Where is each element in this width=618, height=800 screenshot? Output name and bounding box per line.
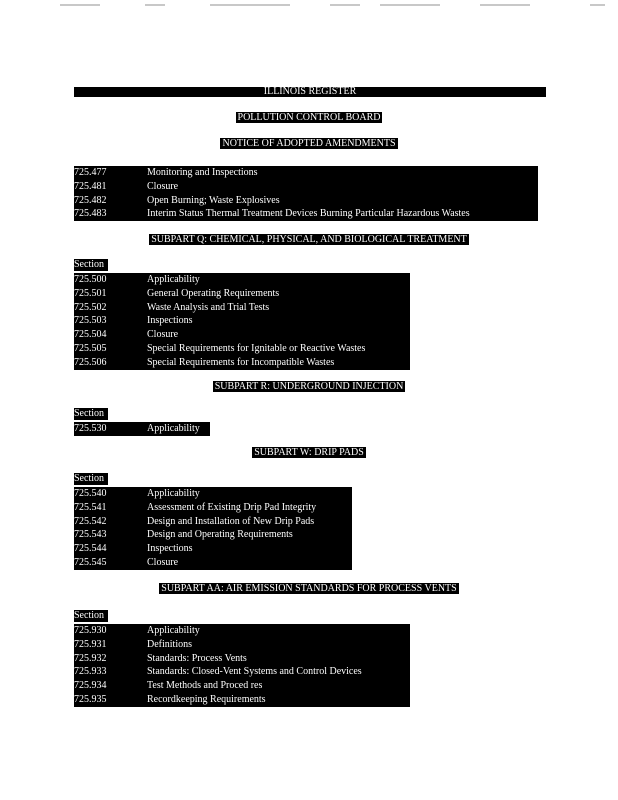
section-number: 725.541 — [74, 501, 107, 513]
section-title: Special Requirements for Ignitable or Reactive Wastes — [147, 342, 366, 354]
section-number: 725.545 — [74, 556, 107, 568]
section-title: General Operating Requirements — [147, 287, 280, 299]
section-number: 725.502 — [74, 301, 107, 313]
section-number: 725.544 — [74, 543, 107, 555]
section-number: 725.504 — [74, 329, 107, 341]
section-row — [74, 528, 352, 542]
section-number: 725.540 — [74, 488, 107, 499]
section-row — [74, 638, 410, 652]
section-number: 725.930 — [74, 625, 107, 636]
section-title: Monitoring and Inspections — [147, 167, 258, 178]
section-row — [74, 180, 538, 194]
section-row — [74, 501, 352, 515]
subpart-w-section-list — [74, 487, 352, 570]
section-row — [74, 422, 210, 436]
subpart-w-heading — [0, 447, 618, 459]
section-row — [74, 515, 352, 529]
section-number: 725.505 — [74, 342, 107, 354]
board-title: POLLUTION CONTROL BOARD — [237, 112, 381, 123]
section-number: 725.542 — [74, 515, 107, 527]
section-title: Test Methods and Proced res — [147, 680, 263, 692]
section-title: Definitions — [147, 638, 192, 650]
subpart-r-section-label: Section — [74, 408, 108, 420]
section-title: Closure — [147, 329, 179, 341]
section-row — [74, 542, 352, 556]
scan-artifacts — [20, 4, 610, 10]
section-row — [74, 194, 538, 208]
subpart-r-title: SUBPART R: UNDERGROUND INJECTION — [214, 381, 404, 392]
board-heading — [0, 112, 618, 124]
section-number: 725.500 — [74, 274, 107, 285]
section-title: Design and Installation of New Drip Pads — [147, 515, 315, 527]
section-title: Applicability — [147, 274, 200, 285]
subpart-w-title: SUBPART W: DRIP PADS — [254, 447, 364, 458]
subpart-aa-section-label: Section — [74, 610, 108, 622]
subpart-aa-section-list — [74, 624, 410, 707]
section-title: Applicability — [147, 423, 200, 434]
section-row — [74, 287, 410, 301]
notice-title: NOTICE OF ADOPTED AMENDMENTS — [222, 138, 396, 149]
section-row — [74, 342, 410, 356]
section-row — [74, 166, 538, 180]
subpart-w-section-label: Section — [74, 473, 108, 485]
section-row — [74, 679, 410, 693]
section-title: Standards: Closed-Vent Systems and Control Devices — [147, 666, 362, 678]
section-title: Recordkeeping Requirements — [147, 693, 266, 705]
section-title: Applicability — [147, 625, 200, 636]
section-title: Interim Status Thermal Treatment Devices Burning Particular Hazardous Wastes — [147, 208, 470, 220]
section-row — [74, 624, 410, 638]
subpart-r-section-list — [74, 422, 210, 436]
section-number: 725.501 — [74, 287, 107, 299]
section-number: 725.506 — [74, 356, 107, 368]
notice-heading — [0, 138, 618, 150]
subpart-r-heading — [0, 381, 618, 393]
section-number: 725.477 — [74, 167, 107, 178]
section-row — [74, 693, 410, 707]
section-title: Closure — [147, 180, 179, 192]
section-number: 725.482 — [74, 194, 107, 206]
section-number: 725.931 — [74, 638, 107, 650]
section-row — [74, 314, 410, 328]
section-title: Closure — [147, 556, 179, 568]
section-row — [74, 207, 538, 221]
section-row — [74, 356, 410, 370]
section-number: 725.481 — [74, 180, 107, 192]
section-row — [74, 556, 352, 570]
section-row — [74, 652, 410, 666]
subpart-aa-heading — [0, 583, 618, 595]
section-row — [74, 301, 410, 315]
section-title: Design and Operating Requirements — [147, 529, 293, 541]
section-number: 725.932 — [74, 652, 107, 664]
subpart-q-section-list — [74, 273, 410, 370]
subpart-q-section-label: Section — [74, 259, 108, 271]
section-number: 725.530 — [74, 423, 107, 434]
section-number: 725.503 — [74, 315, 107, 327]
section-number: 725.935 — [74, 693, 107, 705]
subpart-q-title: SUBPART Q: CHEMICAL, PHYSICAL, AND BIOLOGICAL TREATMENT — [151, 234, 467, 245]
section-title: Waste Analysis and Trial Tests — [147, 301, 270, 313]
section-title: Assessment of Existing Drip Pad Integrity — [147, 501, 317, 513]
subpart-q-heading — [0, 234, 618, 246]
section-title: Open Burning; Waste Explosives — [147, 194, 280, 206]
section-title: Inspections — [147, 315, 193, 327]
section-row — [74, 273, 410, 287]
section-title: Applicability — [147, 488, 200, 499]
section-row — [74, 665, 410, 679]
section-number: 725.933 — [74, 666, 107, 678]
section-number: 725.934 — [74, 680, 107, 692]
section-row — [74, 328, 410, 342]
section-number: 725.543 — [74, 529, 107, 541]
section-title: Standards: Process Vents — [147, 652, 247, 664]
section-row — [74, 487, 352, 501]
continued-section-list — [74, 166, 538, 221]
register-header: ILLINOIS REGISTER — [74, 87, 546, 97]
section-number: 725.483 — [74, 208, 107, 220]
section-title: Inspections — [147, 543, 193, 555]
subpart-aa-title: SUBPART AA: AIR EMISSION STANDARDS FOR PROCESS VENTS — [161, 583, 457, 594]
section-title: Special Requirements for Incompatible Wastes — [147, 356, 335, 368]
